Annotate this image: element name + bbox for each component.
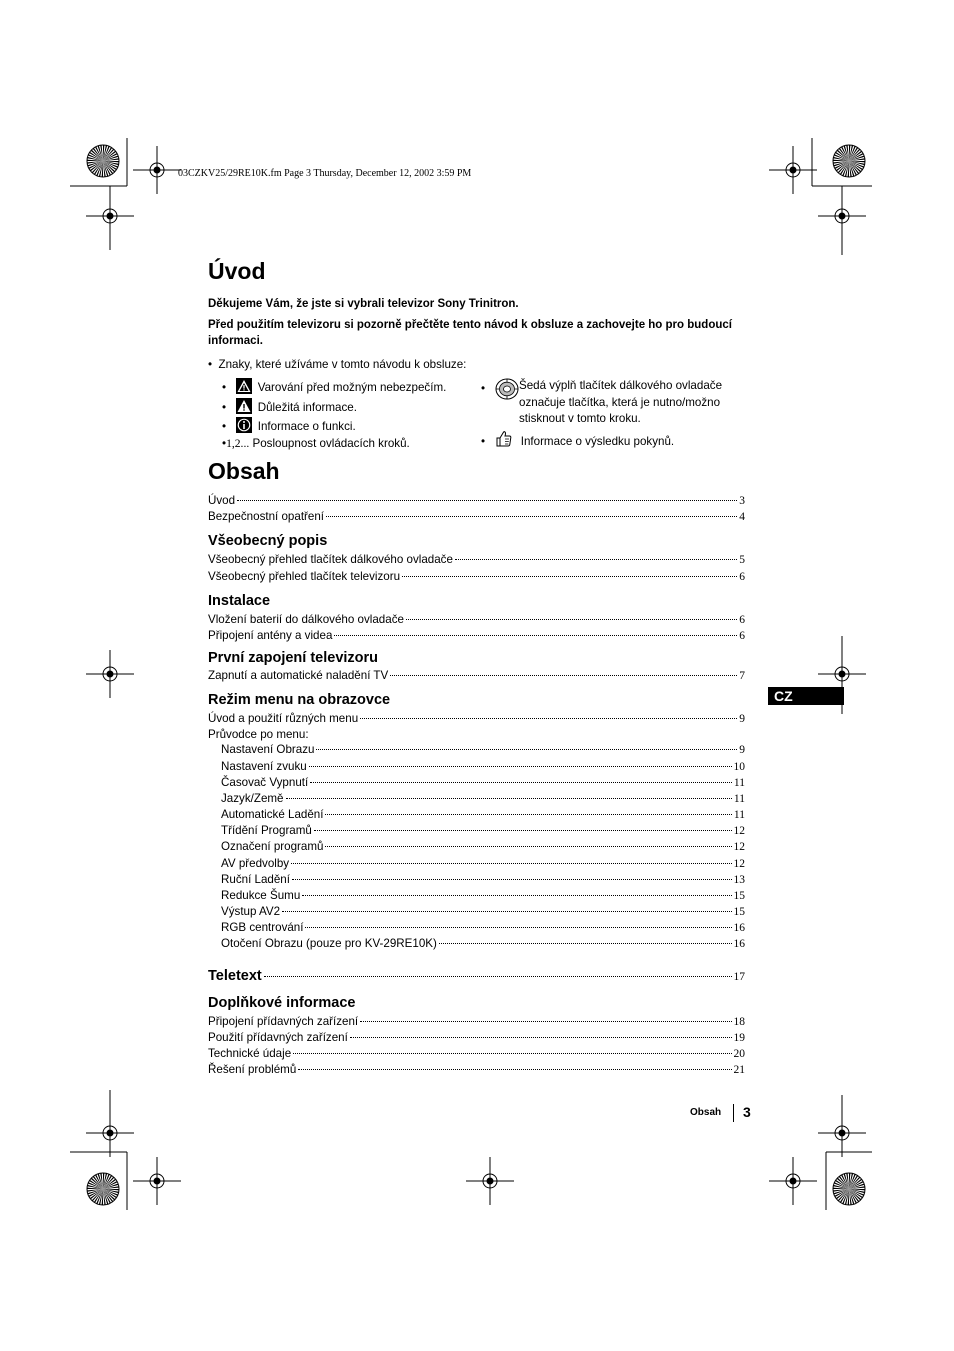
- toc-entry[interactable]: Vložení baterií do dálkového ovladače 6: [208, 613, 745, 626]
- registration-mark-icon: [133, 1157, 181, 1205]
- toc-entry[interactable]: Technické údaje 20: [208, 1047, 745, 1060]
- intro-thanks: Děkujeme Vám, že jste si vybrali televizor Sony Trinitron.: [208, 298, 519, 310]
- toc-entry[interactable]: Třídění Programů 12: [221, 824, 745, 837]
- symbol-result: • Informace o výsledku pokynů.: [481, 430, 674, 450]
- toc-entry-teletext[interactable]: Teletext 17: [208, 968, 745, 984]
- toc-entry[interactable]: Všeobecný přehled tlačítek dálkového ovladače 5: [208, 553, 745, 566]
- important-triangle-icon: [236, 398, 252, 414]
- warning-triangle-icon: [236, 378, 252, 394]
- toc-entry[interactable]: Časovač Vypnutí 11: [221, 776, 745, 789]
- remote-text-3: stisknout v tomto kroku.: [519, 412, 641, 425]
- symbol-steps: •1,2... Posloupnost ovládacích kroků.: [222, 437, 410, 450]
- remote-text-1: Šedá výplň tlačítek dálkového ovladače: [519, 379, 723, 392]
- toc-entry[interactable]: Označení programů 12: [221, 840, 745, 853]
- toc-section-title: První zapojení televizoru: [208, 650, 379, 666]
- toc-entry[interactable]: Jazyk/Země 11: [221, 792, 745, 805]
- toc-entry[interactable]: Všeobecný přehled tlačítek televizoru 6: [208, 570, 745, 583]
- steps-marker: 1,2...: [226, 437, 250, 450]
- thumbs-up-icon: [495, 430, 513, 448]
- registration-mark-icon: [86, 650, 134, 698]
- symbol-warning: • Varování před možným nebezpečím.: [222, 378, 446, 396]
- toc-entry[interactable]: Řešení problémů 21: [208, 1063, 745, 1076]
- toc-entry[interactable]: Zapnutí a automatické naladění TV 7: [208, 669, 745, 682]
- remote-buttons-icon: [495, 378, 519, 400]
- toc-entry[interactable]: Připojení přídavných zařízení 18: [208, 1015, 745, 1028]
- toc-title: Obsah: [208, 458, 280, 484]
- language-tab: CZ: [768, 687, 844, 705]
- toc-entry[interactable]: Úvod 3: [208, 494, 745, 507]
- page-number: 3: [743, 1104, 751, 1120]
- registration-mark-icon: [86, 1109, 134, 1157]
- footer-label: Obsah: [690, 1107, 722, 1118]
- toc-entry[interactable]: AV předvolby 12: [221, 857, 745, 870]
- star-target-icon: [833, 145, 865, 177]
- registration-mark-icon: [769, 1157, 817, 1205]
- toc-entry[interactable]: Nastavení Obrazu 9: [221, 743, 745, 756]
- file-info-line: 03CZKV25/29RE10K.fm Page 3 Thursday, December 12, 2002 3:59 PM: [178, 168, 472, 179]
- registration-mark-icon: [818, 1109, 866, 1157]
- toc-entry[interactable]: Nastavení zvuku 10: [221, 760, 745, 773]
- toc-entry[interactable]: Připojení antény a videa 6: [208, 629, 745, 642]
- toc-entry[interactable]: Použití přídavných zařízení 19: [208, 1031, 745, 1044]
- remote-text-2: označuje tlačítka, která je nutno/možno: [519, 396, 721, 409]
- toc-entry[interactable]: Redukce Šumu 15: [221, 889, 745, 902]
- toc-section-title: Všeobecný popis: [208, 533, 328, 549]
- star-target-icon: [833, 1173, 865, 1205]
- toc-section-title: Instalace: [208, 593, 271, 609]
- toc-entry[interactable]: Otočení Obrazu (pouze pro KV-29RE10K) 16: [221, 937, 745, 950]
- star-target-icon: [87, 1173, 119, 1205]
- intro-instruction: Před použitím televizoru si pozorně přečtěte tento návod k obsluze a zachovejte ho pro budoucí informaci.: [208, 319, 732, 347]
- toc-entry[interactable]: Výstup AV2 15: [221, 905, 745, 918]
- registration-mark-icon: [769, 146, 817, 194]
- toc-entry[interactable]: Ruční Ladění 13: [221, 873, 745, 886]
- info-icon: [236, 417, 252, 433]
- registration-mark-icon: [818, 192, 866, 240]
- toc-section-title: Doplňkové informace: [208, 995, 356, 1011]
- toc-entry[interactable]: Automatické Ladění 11: [221, 808, 745, 821]
- toc-entry[interactable]: RGB centrování 16: [221, 921, 745, 934]
- symbols-intro: • Znaky, které užíváme v tomto návodu k obsluze:: [208, 358, 467, 371]
- intro-title: Úvod: [208, 258, 266, 284]
- toc-entry[interactable]: Bezpečnostní opatření 4: [208, 510, 745, 523]
- symbol-important: • Důležitá informace.: [222, 398, 357, 416]
- footer-divider: [733, 1104, 734, 1122]
- star-target-icon: [87, 145, 119, 177]
- symbol-info: • Informace o funkci.: [222, 417, 356, 435]
- symbol-remote: •: [481, 378, 525, 400]
- toc-section-title: Režim menu na obrazovce: [208, 692, 391, 708]
- toc-subheading: Průvodce po menu:: [208, 728, 309, 741]
- registration-mark-icon: [133, 146, 181, 194]
- registration-mark-icon: [86, 192, 134, 240]
- registration-mark-icon: [466, 1157, 514, 1205]
- toc-entry[interactable]: Úvod a použití různých menu 9: [208, 712, 745, 725]
